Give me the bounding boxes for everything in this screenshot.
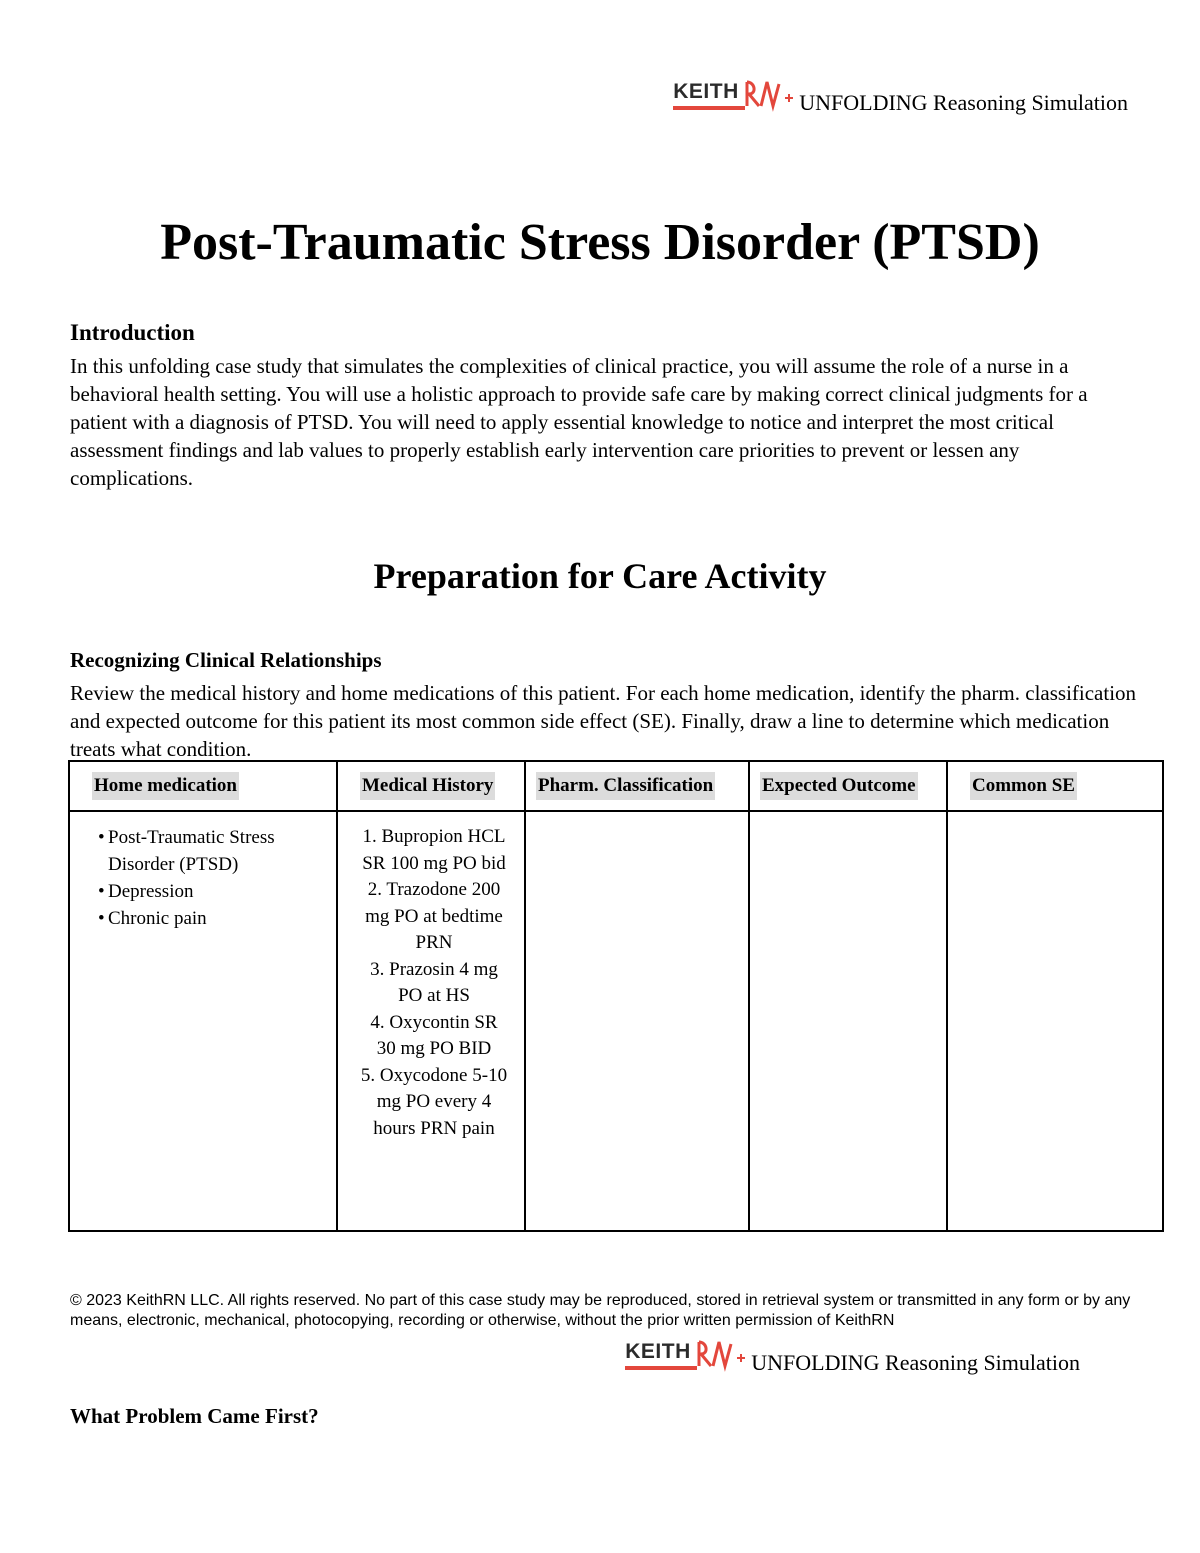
header-common-se: Common SE [947, 761, 1163, 811]
clinical-relationships-text: Review the medical history and home medications of this patient. For each home medication, identify the pharm. classification and expected outcome for this patient its most common side effect (SE). Finally, draw a line to determine which medication treats what condition. [70, 681, 1137, 761]
list-item: 3. Prazosin 4 mg PO at HS [370, 958, 498, 1006]
what-problem-came-first-heading: What Problem Came First? [70, 1404, 319, 1428]
rn-pulse-icon [697, 1336, 749, 1376]
rn-pulse-icon [745, 76, 797, 116]
table-row [69, 811, 1163, 1231]
logo-text: KEITH [625, 1340, 691, 1363]
header-expected-outcome: Expected Outcome [749, 761, 947, 811]
page-header [673, 76, 1128, 116]
history-list [98, 824, 336, 932]
logo-underline [625, 1366, 697, 1370]
expected-outcome-cell[interactable] [749, 811, 947, 1231]
list-item: 4. Oxycontin SR 30 mg PO BID [370, 1011, 498, 1059]
history-cell [69, 811, 337, 1231]
preparation-title: Preparation for Care Activity [373, 556, 827, 596]
medications-cell [337, 811, 525, 1231]
copyright-notice: © 2023 KeithRN LLC. All rights reserved. No part of this case study may be reproduced, stored in retrieval system or transmitted in any form or by any means, electronic, mechanical, photocopying, recording or otherwise, without the prior written permission of KeithRN [70, 1292, 1131, 1329]
page-title: Post-Traumatic Stress Disorder (PTSD) [160, 214, 1040, 271]
header-medical-history: Medical History [337, 761, 525, 811]
logo-text: KEITH [673, 80, 739, 103]
table-header-row [69, 761, 1163, 811]
list-item: 1. Bupropion HCL SR 100 mg PO bid [362, 826, 506, 874]
pharm-classification-cell[interactable] [525, 811, 749, 1231]
page-header-2 [625, 1336, 1080, 1376]
header-subtitle: UNFOLDING Reasoning Simulation [799, 90, 1128, 115]
list-item: • Depression [98, 878, 318, 905]
medication-table [68, 760, 1164, 1232]
medication-list [352, 824, 516, 1142]
header-home-medication: Home medication [69, 761, 337, 811]
keithrn-logo [673, 76, 801, 116]
list-item: • Post-Traumatic Stress Disorder (PTSD) [98, 824, 318, 878]
common-se-cell[interactable] [947, 811, 1163, 1231]
keithrn-logo [625, 1336, 753, 1376]
clinical-relationships-heading: Recognizing Clinical Relationships [70, 648, 382, 672]
list-item: 5. Oxycodone 5-10 mg PO every 4 hours PRN pain [360, 1064, 508, 1139]
header-subtitle: UNFOLDING Reasoning Simulation [751, 1350, 1080, 1375]
list-item: • Chronic pain [98, 905, 318, 932]
logo-underline [673, 106, 745, 110]
introduction-text: In this unfolding case study that simulates the complexities of clinical practice, you will assume the role of a nurse in a behavioral health setting. You will use a holistic approach to provide safe care by making correct clinical judgments for a patient with a diagnosis of PTSD. You will need to apply essential knowledge to notice and interpret the most critical assessment findings and lab values to properly establish early intervention care priorities to prevent or lessen any complications. [70, 354, 1088, 490]
list-item: 2. Trazodone 200 mg PO at bedtime PRN [365, 879, 503, 953]
header-pharm-classification: Pharm. Classification [525, 761, 749, 811]
introduction-heading: Introduction [70, 320, 195, 345]
